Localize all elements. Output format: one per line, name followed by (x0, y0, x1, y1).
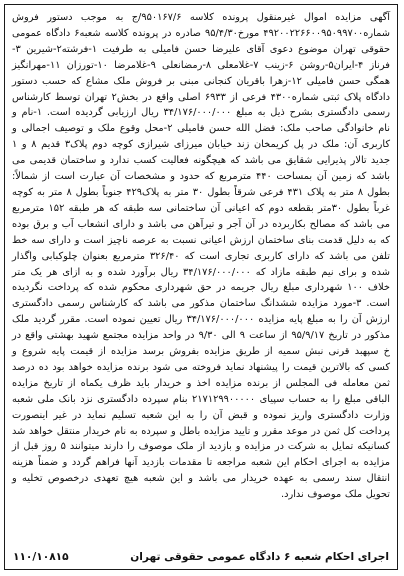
notice-body-text: آگهی مزایده اموال غیرمنقول پرونده کلاسه ۹۵۰۱۶۷/۶/ج به موجب دستور فروش شماره۴۹۲۰۰۲۲۶۶۰۰۹۵۰۹۹۷۰۰ مورخ۹۵/۴/۳۰ صادره در پرونده کلاسه شعبه۶ دادگاه عمومی حقوقی تهران موضوع دعوی آقای علیرضا حسن فامیلی به طرفیت ۱-فرشته۲-شیرین ۳-فرناز ۴-ایران۵-روشن ۶-زینب ۷-غلامعلی ۸-رمضانعلی ۹-غلامرضا ۱۰-تورزان ۱۱-مهرانگیز همگی حسن فامیلی ۱۲-زهرا باقریان کنجانی مبنی بر فروش ملک مشاع که حسب دستور دادگاه پلاک ثبتی شماره۴۳۰۰ فرعی از ۶۹۳۳ اصلی واقع در بخش۲ تهران توسط کارشناس رسمی دادگستری بشرح ذیل به مبلغ ۳۴/۱۷۶/۰۰۰/۰۰۰ ریال ارزیابی گردیده است. ۱-نام و نام خانوادگی صاحب ملک: فضل الله حسن فامیلی ۲-محل وقوع ملک و توصیف اجمالی و کاربری آن: ملک در پل کریمخان زند خیابان میرزای شیرازی کوچه دوم پلاک۳ قدیم ۸ و ۱ جدید تالار پذیرایی شقایق می باشد که هیچگونه فعالیت کسب ندارد و ساختمان قدیمی می باشد که زمین آن بمساحت ۴۴۰ مترمربع که حدود و مشخصات آن عبارت است از شمالاً: بطول ۸ متر به پلاک ۴۳۱ فرعی شرقاً بطول ۳۰ متر به پلاک۴۲۹ جنوباً بطول ۸ متر به کوچه غرباً بطول ۳۰متر بقطعه دوم که اعیانی آن ساختمانی سه طبقه که هر طبقه ۱۵۲ مترمربع می باشد که مصالح بکاربرده در آن آجر و تیرآهن می باشد و دارای انشعاب آب و برق بوده که به دلیل قدمت بنای ساختمان ارزش اعیانی نسبت به عرصه ناچیز است و دارای سه خط تلفن می باشد که دارای کاربری تجاری است که ۳۲۶/۴۰ مترمربع بعنوان چلوکبابی واگذار شده و برای نیم طبقه مازاد که ۳۴/۱۷۶/۰۰۰/۰۰۰ ریال برآورد شده و به ازای هر یک متر خلاف ۱۰۰ شهرداری مبلغ ریال جریمه در حق شهرداری محکوم شده که پرداخت نگردیده است. ۳-مورد مزایده ششدانگ ساختمان مذکور می باشد که کارشناس رسمی دادگستری ارزش آن را به مبلغ پایه مزایده ۳۴/۱۷۶/۰۰۰/۰۰۰ ریال تعیین نموده است. مقرر گردید ملک مذکور در تاریخ ۹۵/۹/۱۷ از ساعت ۹ الی ۹/۳۰ در واحد مزایده مجتمع شهید بهشتی واقع در خ سپهبد قرنی نبش سمیه از طریق مزایده بفروش برسد مزایده از قیمت پایه شروع و کسی که بالاترین قیمت را پیشنهاد نماید فروخته می شود برنده مزایده خواهد بود ده درصد ثمن معامله فی المجلس از برنده مزایده اخذ و خریدار باید ظرف یکماه از تاریخ مزایده الباقی مبلغ را به حساب سپیای ۲۱۷۱۲۹۹۰۰۰۰۰ بنام سپرده دادگستری نزد بانک ملی شعبه وزارت دادگستری واریز نموده و قبض آن را به این شعبه تسلیم نماید در غیر اینصورت پرداخت کل ثمن در موعد مقرر و تایید مزایده باطل و سپرده به نام خریدار منتقل خواهد شد کسانیکه تمایل به شرکت در مزایده و بازدید از ملک موصوف را دارند میتوانند ۵ روز قبل از مزایده به اجرای احکام این شعبه مراجعه تا مقدمات بازدید آنها فراهم گردد و ضمناً هزینه انتقال سند رسمی به عهده خریدار می باشد و این شعبه هیچ تعهدی درخصوص تخلیه و تحویل ملک موصوف ندارد. (12, 12, 391, 501)
notice-reference-code: ۱۱۰/۱۰۸۱۵ (13, 551, 69, 563)
issuer-name: اجرای احکام شعبه ۶ دادگاه عمومی حقوقی تهران (130, 551, 389, 563)
auction-notice (4, 4, 398, 570)
notice-footer (13, 551, 389, 563)
